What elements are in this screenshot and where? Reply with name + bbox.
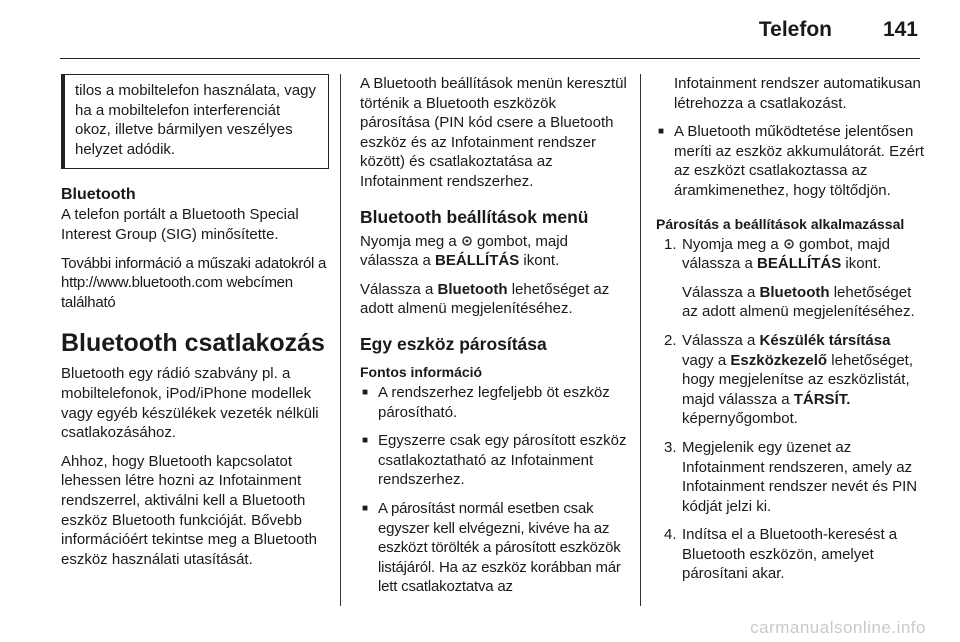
column-3: [656, 74, 926, 593]
list-item: ■ A rendszerhez legfeljebb öt eszköz párosítható.: [360, 383, 628, 422]
step-1: [656, 235, 926, 322]
warning-text: tilos a mobiltelefon használata, vagy ha a mobiltelefon interferenciát okoz, illetve bármilyen veszélyes helyzet adódik.: [75, 82, 316, 158]
home-gear-icon: [783, 238, 795, 250]
step-4: [656, 525, 926, 584]
important-info-list: [360, 383, 628, 597]
connect-heading: Bluetooth csatlakozás: [61, 329, 325, 358]
settings-text-b: gombot, majd válassza a: [360, 232, 568, 270]
step-3: [656, 438, 926, 516]
step-2: [656, 331, 926, 429]
step2-keyword-1: Készülék társítása: [759, 331, 891, 349]
settings-text-a: Nyomja meg a: [360, 232, 457, 250]
home-gear-icon: [461, 235, 473, 247]
header-rule: [60, 58, 920, 59]
bluetooth-paragraph-2: További információ a műszaki adatokról a http://www.bluetooth.com webcímen található: [61, 254, 327, 311]
warning-box: [61, 74, 329, 169]
column-1: [61, 74, 329, 578]
step2-text-b: vagy a: [682, 351, 727, 369]
settings-p2-keyword: Bluetooth: [437, 280, 508, 298]
bluetooth-paragraph-1: A telefon portált a Bluetooth Special Interest Group (SIG) minősítette.: [61, 206, 299, 243]
pairing-settings-heading: Párosítás a beállítások alkalmazással: [656, 215, 905, 232]
step-number: 4.: [664, 526, 677, 544]
step1-p2-text-b: lehetőséget az adott almenü megjelenítéséhez.: [682, 283, 915, 321]
column-divider-1: [340, 74, 341, 606]
settings-keyword: BEÁLLÍTÁS: [435, 252, 520, 270]
list-item: ■ A párosítást normál esetben csak egyszer kell elvégezni, kivéve ha az eszközt törölték a párosított eszközök listájáról. Ha az eszköz korábban már lett csatlakoztatva az: [360, 499, 628, 597]
settings-menu-heading: Bluetooth beállítások menü: [360, 206, 589, 227]
step-number: 2.: [664, 331, 677, 349]
step2-text-c: lehetőséget, hogy megjelenítse az eszközlistát, majd válassza a: [682, 351, 913, 408]
step-number: 1.: [664, 235, 677, 253]
step1-p2-text-a: Válassza a: [682, 283, 756, 301]
step2-keyword-3: TÁRSÍT.: [793, 390, 851, 408]
step2-keyword-2: Eszközkezelő: [730, 351, 828, 369]
settings-p2-text-a: Válassza a: [360, 280, 434, 298]
settings-text-c: ikont.: [523, 252, 560, 270]
settings-intro: A Bluetooth beállítások menün keresztül történik a Bluetooth eszközök párosítása (PIN kód csere a Bluetooth eszköz és az Infotainment rendszer között) és csatlakoztatása az Infotainment rendszerhez.: [360, 75, 627, 190]
step1-text-a: Nyomja meg a: [682, 235, 779, 253]
step1-p2-keyword: Bluetooth: [759, 283, 830, 301]
bluetooth-heading: Bluetooth: [61, 186, 136, 204]
battery-note-list: [656, 122, 926, 200]
step2-text-a: Válassza a: [682, 331, 756, 349]
column-divider-2: [640, 74, 641, 606]
running-header-title: Telefon: [758, 18, 832, 41]
settings-paragraph-2: [360, 280, 628, 319]
step1-keyword: BEÁLLÍTÁS: [757, 255, 842, 273]
continuation-text: Infotainment rendszer automatikusan létrehozza a csatlakozást.: [674, 75, 921, 112]
watermark: carmanualsonline.info: [750, 618, 926, 637]
step-number: 3.: [664, 438, 677, 456]
step1-text-c: ikont.: [845, 255, 882, 273]
list-item: ■ Egyszerre csak egy párosított eszköz csatlakoztatható az Infotainment rendszerhez.: [360, 431, 628, 490]
step4-text: Indítsa el a Bluetooth-keresést a Bluetooth eszközön, amelyet párosítani akar.: [682, 526, 898, 583]
connect-paragraph-2: Ahhoz, hogy Bluetooth kapcsolatot lehessen létre hozni az Infotainment rendszerrel, aktiválni kell a Bluetooth eszköz Bluetooth funkcióját. Bővebb információért tekintse meg a Bluetooth eszköz használati utasítását.: [61, 452, 317, 568]
settings-p2-text-b: lehetőséget az adott almenü megjelenítéséhez.: [360, 280, 610, 318]
column-2: [360, 74, 628, 606]
step2-text-d: képernyőgombot.: [682, 410, 798, 428]
list-item: ■ A Bluetooth működtetése jelentősen meríti az eszköz akkumulátorát. Ezért az eszközt csatlakoztassa az áramkimenethez, hogy töltődjön.: [656, 122, 926, 200]
step1-text-b: gombot, majd válassza a: [682, 235, 890, 273]
step3-text: Megjelenik egy üzenet az Infotainment rendszeren, amely az Infotainment rendszer nevét és PIN kódját jelzi ki.: [682, 438, 918, 515]
settings-paragraph-1: [360, 232, 628, 271]
page-number: 141: [882, 18, 918, 41]
pairing-steps: [656, 235, 926, 585]
connect-paragraph-1: Bluetooth egy rádió szabvány pl. a mobiltelefonok, iPod/iPhone modellek vagy egyéb készülékek vezeték nélküli csatlakozásához.: [61, 365, 319, 442]
important-info-heading: Fontos információ: [360, 363, 483, 380]
pairing-heading: Egy eszköz párosítása: [360, 333, 547, 354]
